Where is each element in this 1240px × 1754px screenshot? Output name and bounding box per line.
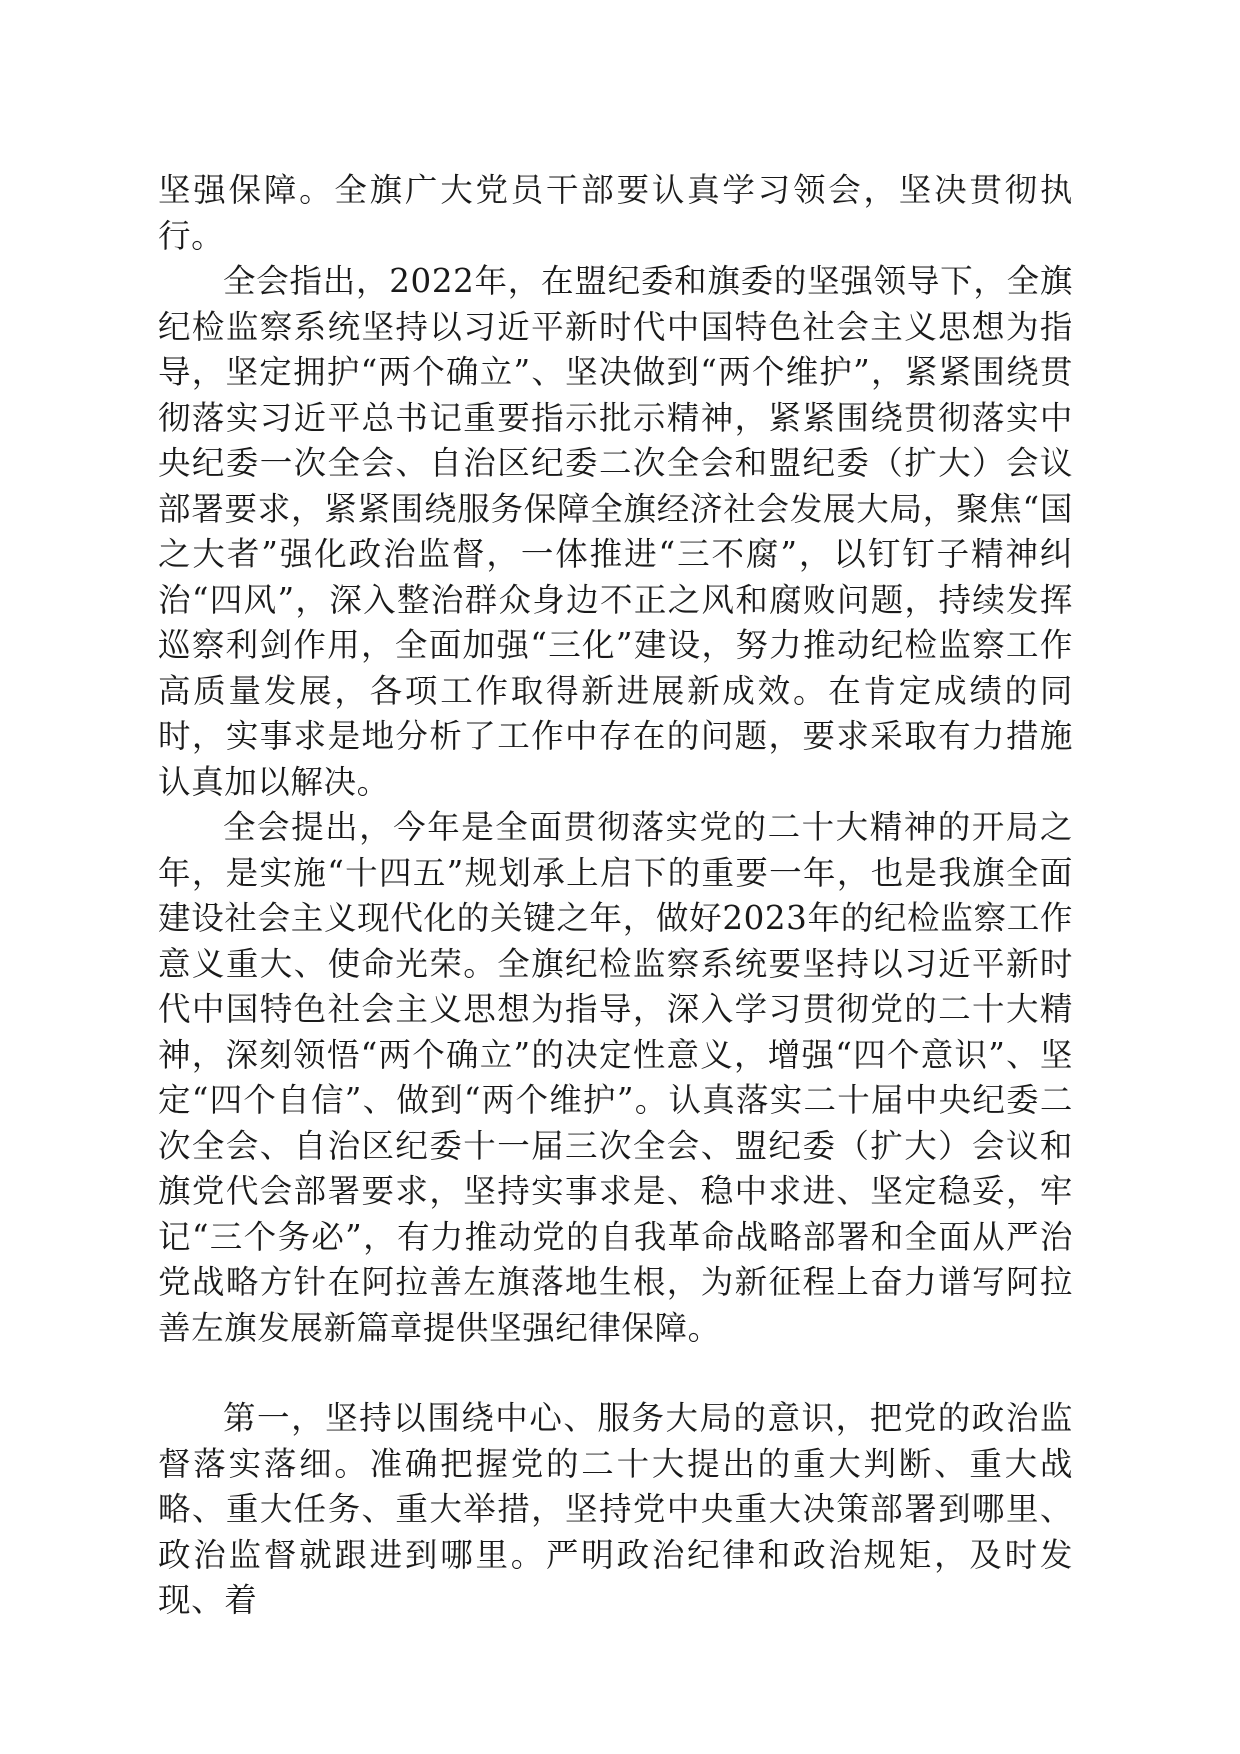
paragraph-plenary-proposal: 全会提出，今年是全面贯彻落实党的二十大精神的开局之年，是实施“十四五”规划承上启下的重要一年，也是我旗全面建设社会主义现代化的关键之年，做好2023年的纪检监察工作意义重大、使命光荣。全旗纪检监察系统要坚持以习近平新时代中国特色社会主义思想为指导，深入学习贯彻党的二十大精神，深刻领悟“两个确立”的决定性意义，增强“四个意识”、坚定“四个自信”、做到“两个维护”。认真落实二十届中央纪委二次全会、自治区纪委十一届三次全会、盟纪委（扩大）会议和旗党代会部署要求，坚持实事求是、稳中求进、坚定稳妥，牢记“三个务必”，有力推动党的自我革命战略部署和全面从严治党战略方针在阿拉善左旗落地生根，为新征程上奋力谱写阿拉善左旗发展新篇章提供坚强纪律保障。	[158, 808, 1073, 1347]
document-body	[158, 168, 1073, 1624]
paragraph-first-point: 第一，坚持以围绕中心、服务大局的意识，把党的政治监督落实落细。准确把握党的二十大提出的重大判断、重大战略、重大任务、重大举措，坚持党中央重大决策部署到哪里、政治监督就跟进到哪里。严明政治纪律和政治规矩，及时发现、着	[158, 1399, 1073, 1619]
paragraph-continuation: 坚强保障。全旗广大党员干部要认真学习领会，坚决贯彻执行。	[158, 171, 1073, 255]
paragraph-spacer	[158, 1351, 1073, 1396]
paragraph-plenary-review: 全会指出，2022年，在盟纪委和旗委的坚强领导下，全旗纪检监察系统坚持以习近平新时代中国特色社会主义思想为指导，坚定拥护“两个确立”、坚决做到“两个维护”，紧紧围绕贯彻落实习近平总书记重要指示批示精神，紧紧围绕贯彻落实中央纪委一次全会、自治区纪委二次全会和盟纪委（扩大）会议部署要求，紧紧围绕服务保障全旗经济社会发展大局，聚焦“国之大者”强化政治监督，一体推进“三不腐”，以钉钉子精神纠治“四风”，深入整治群众身边不正之风和腐败问题，持续发挥巡察利剑作用，全面加强“三化”建设，努力推动纪检监察工作高质量发展，各项工作取得新进展新成效。在肯定成绩的同时，实事求是地分析了工作中存在的问题，要求采取有力措施认真加以解决。	[158, 262, 1073, 801]
